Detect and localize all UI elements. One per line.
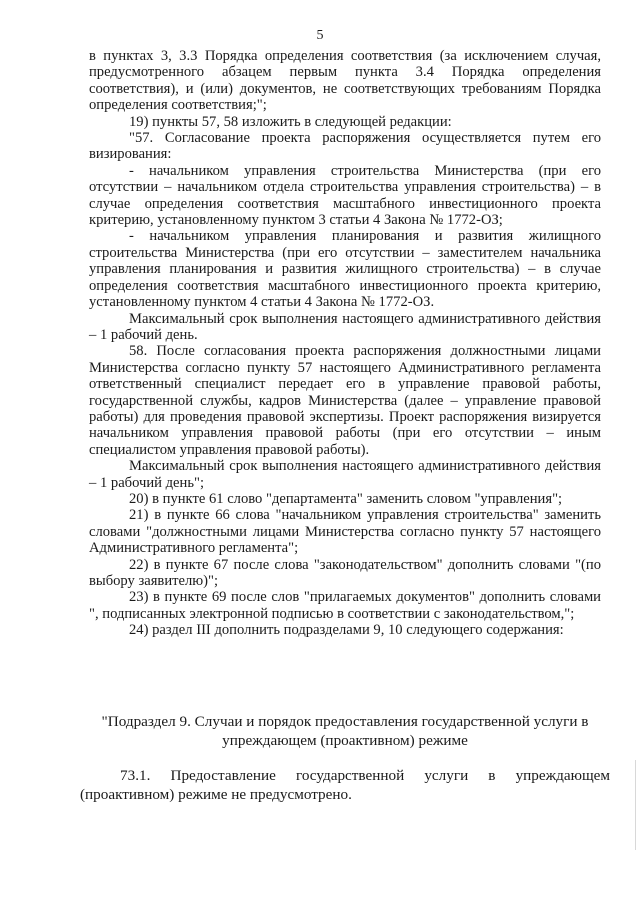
scan-edge-mark: [635, 760, 636, 850]
paragraph-item-22: 22) в пункте 67 после слова "законодательством" дополнить словами "(по выбору заявителю)";: [89, 556, 601, 589]
paragraph-max-term-2: Максимальный срок выполнения настоящего административного действия – 1 рабочий день";: [89, 458, 601, 491]
paragraph-item-20: 20) в пункте 61 слово "департамента" заменить словом "управления";: [129, 490, 563, 507]
document-body: [89, 48, 601, 639]
paragraph-73-1: 73.1. Предоставление государственной услуги в упреждающем (проактивном) режиме не предусмотрено.: [80, 767, 610, 803]
paragraph-57: "57. Согласование проекта распоряжения осуществляется путем его визирования:: [89, 130, 601, 163]
paragraph-item-19: 19) пункты 57, 58 изложить в следующей редакции:: [129, 113, 452, 130]
paragraph-item-21: 21) в пункте 66 слова "начальником управления строительства" заменить словами "должностными лицами Министерства согласно пункту 57 настоящего Административного регламента";: [89, 507, 601, 557]
paragraph-58: 58. После согласования проекта распоряжения должностными лицами Министерства согласно пункту 57 настоящего Административного регламента ответственный специалист передает его в управление правовой работы, государственной службы, кадров Министерства (далее – управление правовой работы) для проведения правовой экспертизы. Проект распоряжения визируется начальником управления правовой работы (при его отсутствии – иным специалистом управления правовой работы).: [89, 343, 601, 458]
paragraph-dash-1: - начальником управления строительства Министерства (при его отсутствии – начальником отдела строительства управления строительства) – в случае определения соответствия масштабного инвестиционного проекта критерию, установленному пунктом 3 статьи 4 Закона № 1772-ОЗ;: [89, 162, 601, 229]
paragraph-item-24: 24) раздел III дополнить подразделами 9, 10 следующего содержания:: [129, 622, 564, 639]
section-heading: "Подраздел 9. Случаи и порядок предоставления государственной услуги в упреждающем (проактивном) режиме: [101, 713, 589, 749]
paragraph-max-term-1: Максимальный срок выполнения настоящего административного действия – 1 рабочий день.: [89, 310, 601, 343]
page-number: 5: [316, 28, 324, 43]
section-heading-block: [80, 712, 610, 750]
paragraph-item-23: 23) в пункте 69 после слов "прилагаемых документов" дополнить словами ", подписанных электронной подписью в соответствии с законодательством,";: [89, 589, 601, 622]
paragraph-continuation: в пунктах 3, 3.3 Порядка определения соответствия (за исключением случая, предусмотренного абзацем первым пункта 3.4 Порядка определения соответствия), и (или) документов, не соответствующих требованиям Порядка определения соответствия;";: [89, 48, 601, 114]
paragraph-dash-2: - начальником управления планирования и развития жилищного строительства Министерства (при его отсутствии – заместителем начальника управления планирования и развития жилищного строительства) – в случае определения соответствия масштабного инвестиционного проекта критерию, установленному пунктом 4 статьи 4 Закона № 1772-ОЗ.: [89, 228, 601, 311]
final-paragraph-block: [80, 766, 610, 804]
